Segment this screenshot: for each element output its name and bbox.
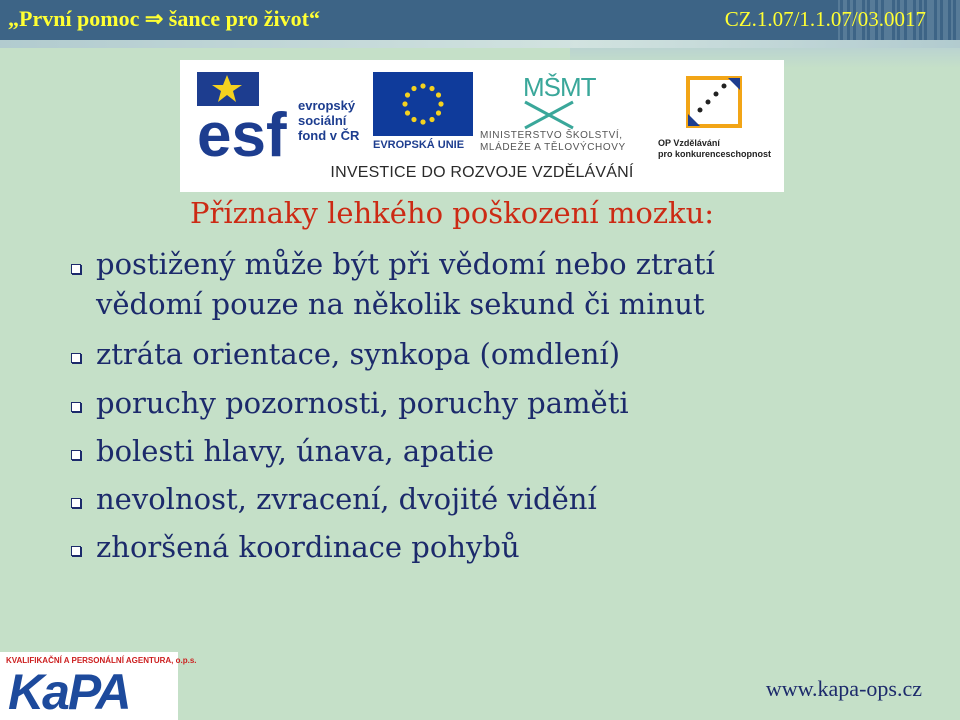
square-bullet-icon [71, 264, 81, 274]
list-item [0, 526, 816, 569]
list-item [0, 382, 816, 425]
list-item-text: ztráta orientace, synkopa (omdlení) [96, 337, 621, 371]
op-text-line: pro konkurenceschopnost [658, 149, 772, 159]
square-bullet-icon [71, 498, 81, 508]
square-bullet-icon [71, 402, 81, 412]
op-logo [680, 70, 750, 132]
msmt-text [480, 130, 655, 154]
list-item [0, 333, 816, 376]
square-bullet-icon [71, 546, 81, 556]
op-text [658, 138, 778, 160]
esf-text-line: fond v ČR [298, 128, 360, 143]
list-item [0, 478, 816, 521]
msmt-text-line: MINISTERSTVO ŠKOLSTVÍ, [480, 130, 623, 141]
eu-stars-icon [373, 72, 473, 136]
project-code: CZ.1.07/1.1.07/03.0017 [724, 7, 926, 31]
list-item-text: zhoršená koordinace pohybů [96, 530, 520, 564]
msmt-text-line: MLÁDEŽE A TĚLOVÝCHOVY [480, 142, 626, 153]
kapa-wordmark: KaPA [8, 664, 130, 720]
esf-text-line: evropský [298, 98, 356, 113]
eu-label: EVROPSKÁ UNIE [373, 139, 465, 151]
esf-text [298, 98, 359, 143]
msmt-mark: MŠMT [523, 72, 596, 102]
esf-letters: esf [197, 101, 287, 170]
header-accent [0, 40, 960, 48]
list-item-text: bolesti hlavy, únava, apatie [96, 434, 495, 468]
list-item-text: vědomí pouze na několik sekund či minut [96, 287, 705, 321]
logo-strip [180, 60, 784, 192]
op-text-line: OP Vzdělávání [658, 138, 720, 148]
symptom-list [0, 244, 960, 569]
list-item [0, 430, 816, 473]
esf-text-line: sociální [298, 113, 347, 128]
list-item-text: postižený může být při vědomí nebo ztratí [96, 247, 715, 281]
square-bullet-icon [71, 353, 81, 363]
list-item-text: poruchy pozornosti, poruchy paměti [96, 386, 629, 420]
header-bar [0, 0, 960, 40]
website-link[interactable]: www.kapa-ops.cz [765, 676, 922, 701]
investice-tagline: INVESTICE DO ROZVOJE VZDĚLÁVÁNÍ [330, 164, 634, 181]
slide-heading: Příznaky lehkého poškození mozku: [190, 196, 715, 230]
kapa-subtitle: KVALIFIKAČNÍ A PERSONÁLNÍ AGENTURA, o.p.s. [6, 656, 197, 665]
list-item-text: nevolnost, zvracení, dvojité vidění [96, 482, 597, 516]
msmt-logo [523, 68, 596, 130]
eu-flag [373, 72, 473, 136]
kapa-logo [0, 652, 197, 720]
square-bullet-icon [71, 450, 81, 460]
list-item [0, 244, 816, 324]
header-title: „První pomoc ⇒ šance pro život“ [8, 6, 320, 31]
